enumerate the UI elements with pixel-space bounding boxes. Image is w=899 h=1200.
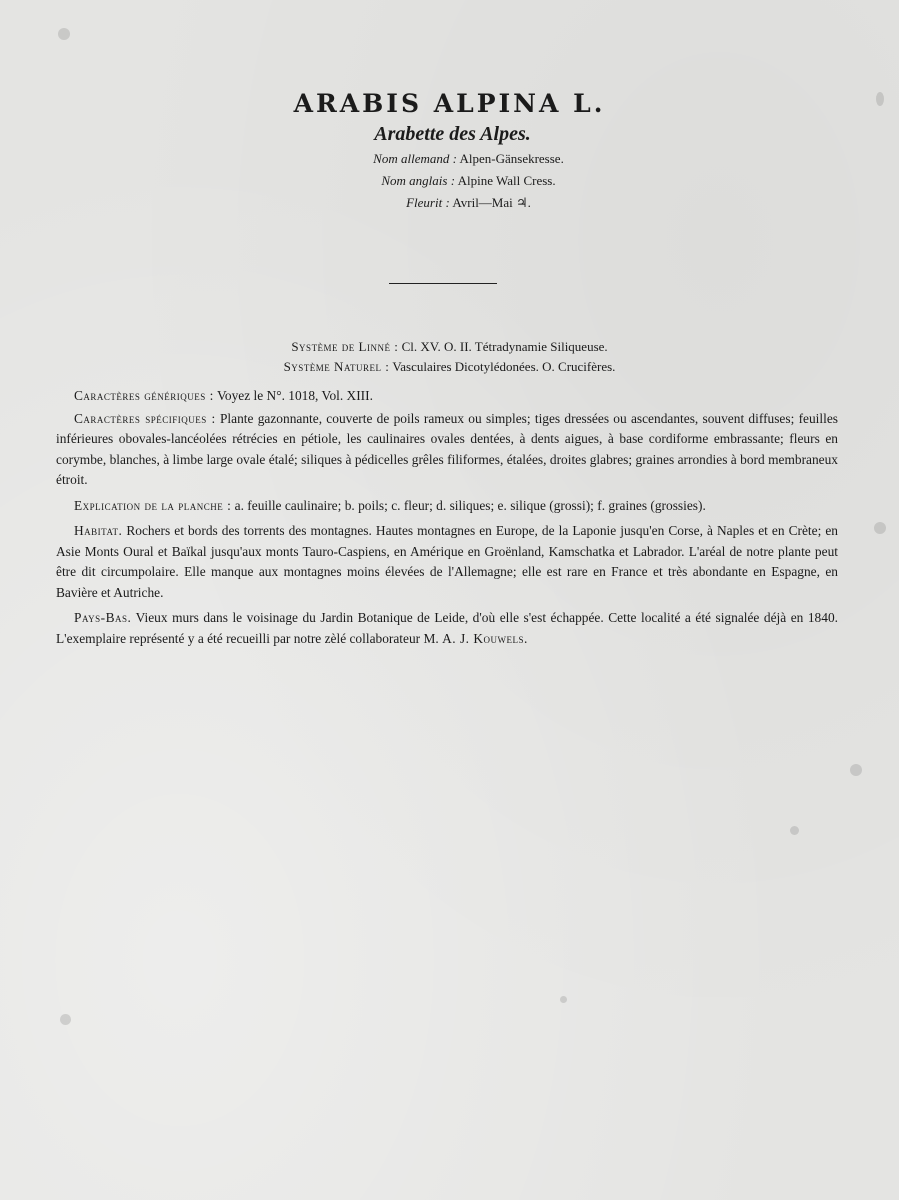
paysbas-text: Vieux murs dans le voisinage du Jardin Botanique de Leide, d'où elle s'est échappée. Cette localité a été signalée déjà en 1840. L'exemplaire représenté y a été recueilli par notre zèlé collaborateur M. xyxy=(56,610,838,646)
paysbas-label: Pays-Bas. xyxy=(74,610,132,625)
generic-text: Voyez le N°. 1018, Vol. XIII. xyxy=(216,388,373,403)
paper-speck xyxy=(60,1014,71,1025)
collector-name: A. J. Kouwels. xyxy=(442,630,528,646)
habitat-text: Rochers et bords des torrents des montagnes. Hautes montagnes en Europe, de la Laponie jusqu'en Corse, à Naples et en Crète; en Asie Monts Oural et Baïkal jusqu'aux monts Tauro-Caspiens, en Amérique en Groënland, Kamschatka et Labrador. L'aréal de notre plante peut être dit circumpolaire. Elle manque aux montagnes moins élevées de l'Allemagne; elle est rare en France et très abondante en Espagne, en Bavière et Autriche. xyxy=(56,523,838,600)
english-name-label: Nom anglais : xyxy=(381,173,456,188)
plate-explanation xyxy=(56,496,838,517)
german-name-label: Nom allemand : xyxy=(373,151,457,166)
generic-label: Caractères génériques : xyxy=(74,388,214,403)
natural-system-line xyxy=(0,358,899,376)
species-title: ARABIS ALPINA L. xyxy=(293,89,606,118)
specific-text: Plante gazonnante, couverte de poils rameux ou simples; tiges dressées ou ascendantes, souvent diffuses; feuilles inférieures obovales-lancéolées rétrécies en pétiole, les caulinaires ovales dentées, à dents aigues, à base cordiforme embrassante; fleurs en corymbe, blanches, à limbe large ovale étalé; siliques à pédicelles grêles filiformes, étalées, droites glabres; graines arrondies à bord membraneux étroit. xyxy=(56,410,838,487)
german-name-value: Alpen-Gänsekresse. xyxy=(459,151,564,166)
english-name-line xyxy=(0,170,899,192)
plate-text: a. feuille caulinaire; b. poils; c. fleur; d. siliques; e. silique (grossi); f. graines (grossies). xyxy=(234,497,706,513)
plate-label: Explication de la planche : xyxy=(74,497,232,513)
german-name-line xyxy=(0,148,899,170)
linne-system-line xyxy=(0,338,899,356)
specific-label: Caractères spécifiques : xyxy=(74,410,216,426)
paper-speck xyxy=(850,764,862,776)
english-name-value: Alpine Wall Cress. xyxy=(457,173,556,188)
flowering-line xyxy=(0,192,899,214)
paysbas-section xyxy=(56,608,838,649)
plate-header xyxy=(0,88,899,214)
flowering-label: Fleurit : xyxy=(406,195,450,210)
habitat-label: Habitat. xyxy=(74,523,123,538)
common-name: Arabette des Alpes. xyxy=(374,123,531,145)
habitat-section xyxy=(56,521,838,603)
specific-characters xyxy=(56,409,838,491)
description-body xyxy=(56,386,838,654)
paper-speck xyxy=(790,826,799,835)
paper-speck xyxy=(874,522,886,534)
paper-speck xyxy=(58,28,70,40)
header-divider xyxy=(389,283,497,284)
flowering-value: Avril—Mai ♃. xyxy=(452,195,531,210)
natural-system-label: Système Naturel : xyxy=(283,359,390,374)
natural-system-value: Vasculaires Dicotylédonées. O. Crucifères. xyxy=(392,359,616,374)
linne-system-value: Cl. XV. O. II. Tétradynamie Siliqueuse. xyxy=(401,339,608,354)
linne-system-label: Système de Linné : xyxy=(291,339,399,354)
generic-characters xyxy=(56,386,838,407)
paper-speck xyxy=(560,996,567,1003)
